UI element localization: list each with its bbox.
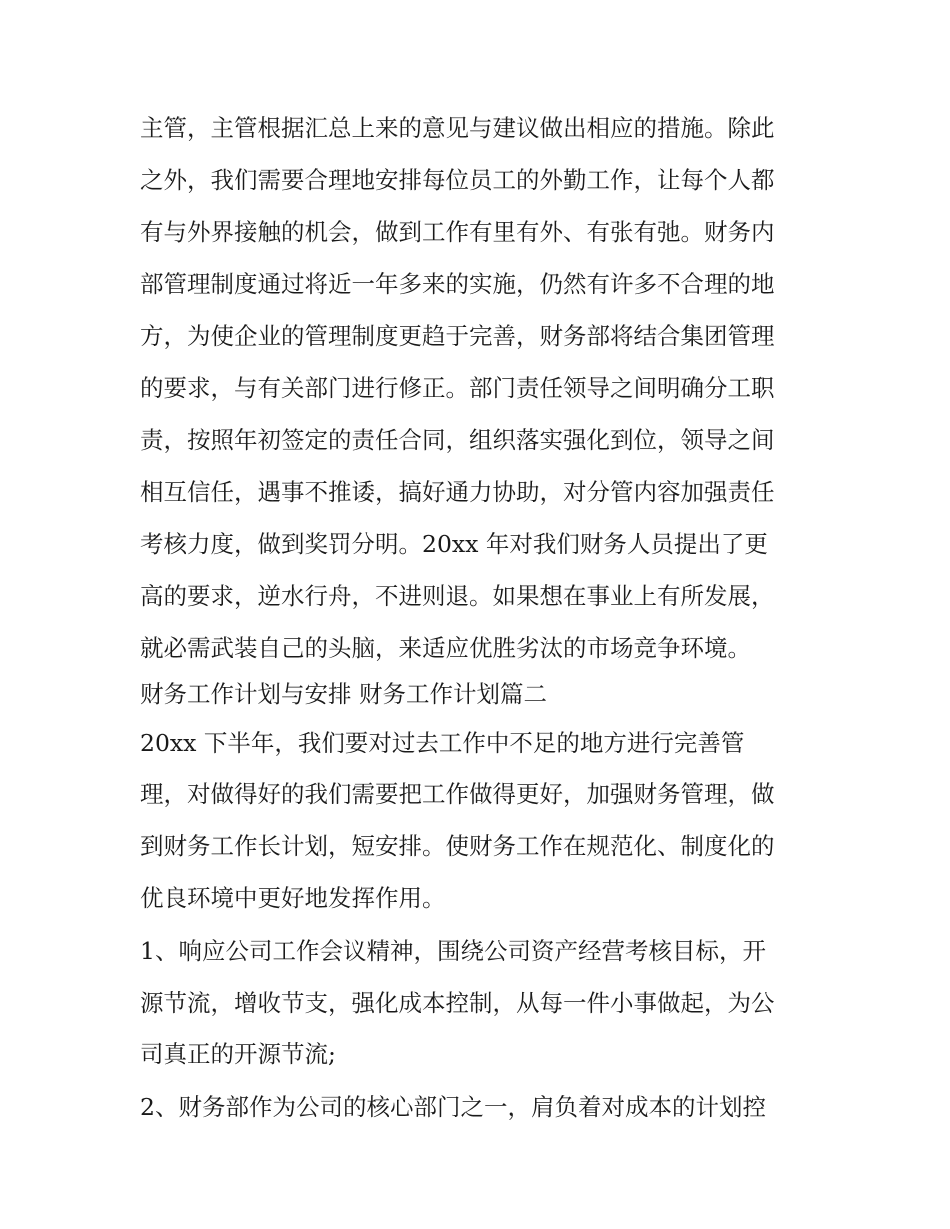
body-text-line: 的要求，与有关部门进行修正。部门责任领导之间明确分工职 [140,374,775,402]
body-text-line: 考核力度，做到奖罚分明。20xx 年对我们财务人员提出了更 [140,530,768,558]
list-item-text: 源节流，增收节支，强化成本控制，从每一件小事做起，为公 [140,989,775,1017]
body-text-line: 责，按照年初签定的责任合同，组织落实强化到位，领导之间 [140,426,775,454]
body-text-line: 到财务工作长计划，短安排。使财务工作在规范化、制度化的 [140,832,775,860]
body-text-line: 就必需武装自己的头脑，来适应优胜劣汰的市场竞争环境。 [140,634,751,662]
body-text-line: 部管理制度通过将近一年多来的实施，仍然有许多不合理的地 [140,270,775,298]
body-text-line: 相互信任，遇事不推诿，搞好通力协助，对分管内容加强责任 [140,478,775,506]
list-item-text: 司真正的开源节流; [140,1040,336,1068]
body-text-line: 优良环境中更好地发挥作用。 [140,884,446,912]
body-text-line: 有与外界接触的机会，做到工作有里有外、有张有弛。财务内 [140,218,775,246]
list-item-text: 2、财务部作为公司的核心部门之一，肩负着对成本的计划控 [140,1093,766,1121]
section-heading: 财务工作计划与安排 财务工作计划篇二 [140,680,547,708]
body-text-line: 高的要求，逆水行舟，不进则退。如果想在事业上有所发展， [140,582,775,610]
body-text-line: 主管，主管根据汇总上来的意见与建议做出相应的措施。除此 [140,114,775,142]
body-text-line: 之外，我们需要合理地安排每位员工的外勤工作，让每个人都 [140,166,775,194]
list-item-text: 1、响应公司工作会议精神，围绕公司资产经营考核目标，开 [140,937,766,965]
body-text-line: 方，为使企业的管理制度更趋于完善，财务部将结合集团管理 [140,322,775,350]
body-text-line: 20xx 下半年，我们要对过去工作中不足的地方进行完善管 [140,729,745,757]
body-text-line: 理，对做得好的我们需要把工作做得更好，加强财务管理，做 [140,780,775,808]
